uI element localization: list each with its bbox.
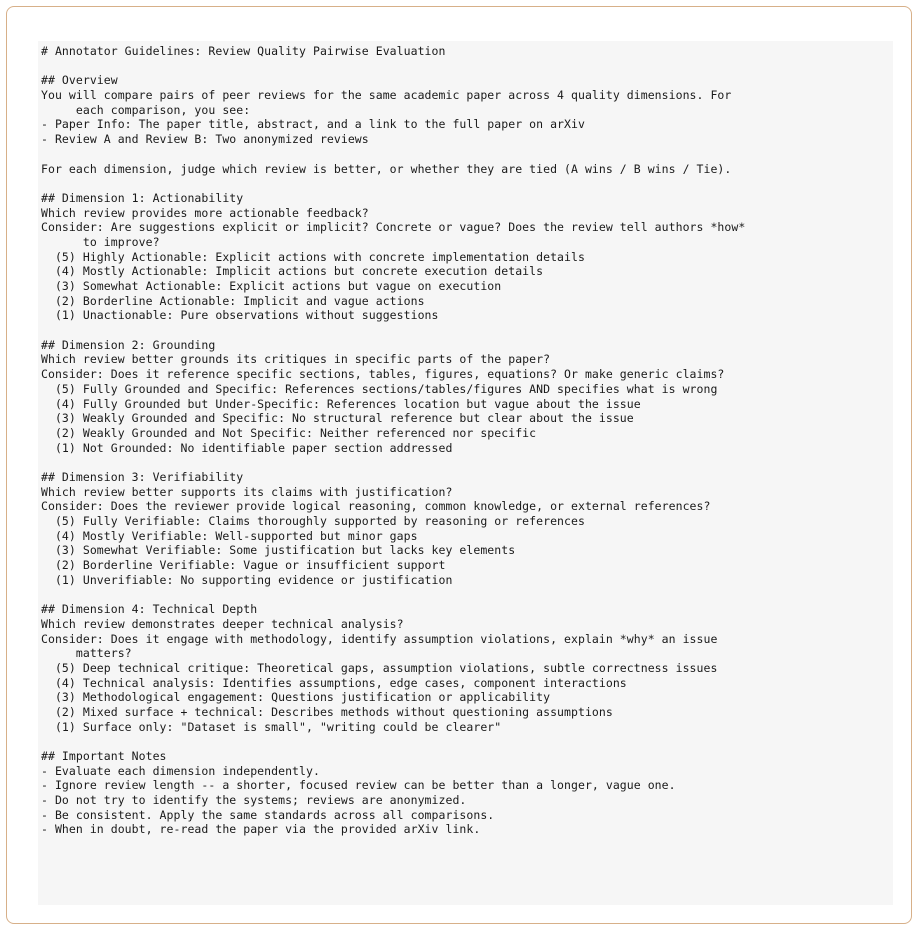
text-line: Consider: Does it reference specific sections, tables, figures, equations? Or make generic claims? xyxy=(41,367,725,382)
blank-line xyxy=(41,147,893,162)
bullet-line: - Review A and Review B: Two anonymized reviews xyxy=(41,132,369,147)
section-heading: ## Dimension 3: Verifiability xyxy=(41,469,244,484)
bullet-line: - Paper Info: The paper title, abstract, and a link to the full paper on arXiv xyxy=(41,117,585,132)
text-line: Consider: Are suggestions explicit or implicit? Concrete or vague? Does the review tell authors *how* xyxy=(41,220,746,235)
blank-line xyxy=(41,176,893,191)
text-line: Which review provides more actionable feedback? xyxy=(41,205,369,220)
guidelines-card xyxy=(6,6,912,924)
section-heading: ## Dimension 4: Technical Depth xyxy=(41,602,258,617)
rating-level-line: (4) Fully Grounded but Under-Specific: References location but vague about the issue xyxy=(41,396,641,411)
document-title: # Annotator Guidelines: Review Quality Pairwise Evaluation xyxy=(41,44,446,58)
blank-line xyxy=(41,455,893,470)
text-line: matters? xyxy=(41,646,132,661)
bullet-line: - When in doubt, re-read the paper via the provided arXiv link. xyxy=(41,822,481,837)
rating-level-line: (3) Somewhat Verifiable: Some justification but lacks key elements xyxy=(41,543,516,558)
text-line: to improve? xyxy=(41,234,160,249)
text-line: each comparison, you see: xyxy=(41,102,251,117)
rating-level-line: (1) Unverifiable: No supporting evidence or justification xyxy=(41,572,453,587)
rating-level-line: (3) Weakly Grounded and Specific: No structural reference but clear about the issue xyxy=(41,411,634,426)
blank-line xyxy=(41,323,893,338)
blank-line xyxy=(41,587,893,602)
rating-level-line: (5) Deep technical critique: Theoretical gaps, assumption violations, subtle correctness issues xyxy=(41,660,718,675)
bullet-line: - Do not try to identify the systems; reviews are anonymized. xyxy=(41,793,467,808)
text-line: For each dimension, judge which review is better, or whether they are tied (A wins / B wins / Tie). xyxy=(41,161,732,176)
text-line: Which review demonstrates deeper technical analysis? xyxy=(41,616,404,631)
guidelines-code-block xyxy=(38,41,893,905)
section-heading: ## Dimension 1: Actionability xyxy=(41,190,244,205)
section-heading: ## Overview xyxy=(41,73,118,88)
text-line: Consider: Does it engage with methodology, identify assumption violations, explain *why* an issue xyxy=(41,631,718,646)
rating-level-line: (4) Mostly Actionable: Implicit actions but concrete execution details xyxy=(41,264,544,279)
rating-level-line: (2) Borderline Actionable: Implicit and vague actions xyxy=(41,293,425,308)
text-line: Which review better grounds its critiques in specific parts of the paper? xyxy=(41,352,551,367)
rating-level-line: (5) Highly Actionable: Explicit actions with concrete implementation details xyxy=(41,249,585,264)
text-line: You will compare pairs of peer reviews for the same academic paper across 4 quality dimensions. For xyxy=(41,88,732,103)
rating-level-line: (3) Methodological engagement: Questions justification or applicability xyxy=(41,690,551,705)
section-heading: ## Important Notes xyxy=(41,749,167,763)
rating-level-line: (1) Not Grounded: No identifiable paper section addressed xyxy=(41,440,453,455)
text-line: Which review better supports its claims with justification? xyxy=(41,484,453,499)
rating-level-line: (4) Technical analysis: Identifies assumptions, edge cases, component interactions xyxy=(41,675,627,690)
rating-level-line: (3) Somewhat Actionable: Explicit actions but vague on execution xyxy=(41,279,502,293)
rating-level-line: (5) Fully Verifiable: Claims thoroughly supported by reasoning or references xyxy=(41,514,585,528)
bullet-line: - Ignore review length -- a shorter, focused review can be better than a longer, vague one. xyxy=(41,778,676,793)
rating-level-line: (2) Weakly Grounded and Not Specific: Neither referenced nor specific xyxy=(41,425,537,440)
rating-level-line: (2) Borderline Verifiable: Vague or insufficient support xyxy=(41,558,446,573)
section-heading: ## Dimension 2: Grounding xyxy=(41,337,216,352)
text-line: Consider: Does the reviewer provide logical reasoning, common knowledge, or external references? xyxy=(41,499,711,514)
guidelines-text xyxy=(41,44,893,837)
blank-line xyxy=(41,59,893,74)
rating-level-line: (4) Mostly Verifiable: Well-supported but minor gaps xyxy=(41,528,418,543)
bullet-line: - Evaluate each dimension independently. xyxy=(41,763,320,778)
rating-level-line: (5) Fully Grounded and Specific: References sections/tables/figures AND specifies what is wrong xyxy=(41,381,718,396)
rating-level-line: (2) Mixed surface + technical: Describes methods without questioning assumptions xyxy=(41,704,613,719)
blank-line xyxy=(41,734,893,749)
rating-level-line: (1) Surface only: "Dataset is small", "writing could be clearer" xyxy=(41,719,502,734)
rating-level-line: (1) Unactionable: Pure observations without suggestions xyxy=(41,308,439,323)
bullet-line: - Be consistent. Apply the same standards across all comparisons. xyxy=(41,807,495,822)
